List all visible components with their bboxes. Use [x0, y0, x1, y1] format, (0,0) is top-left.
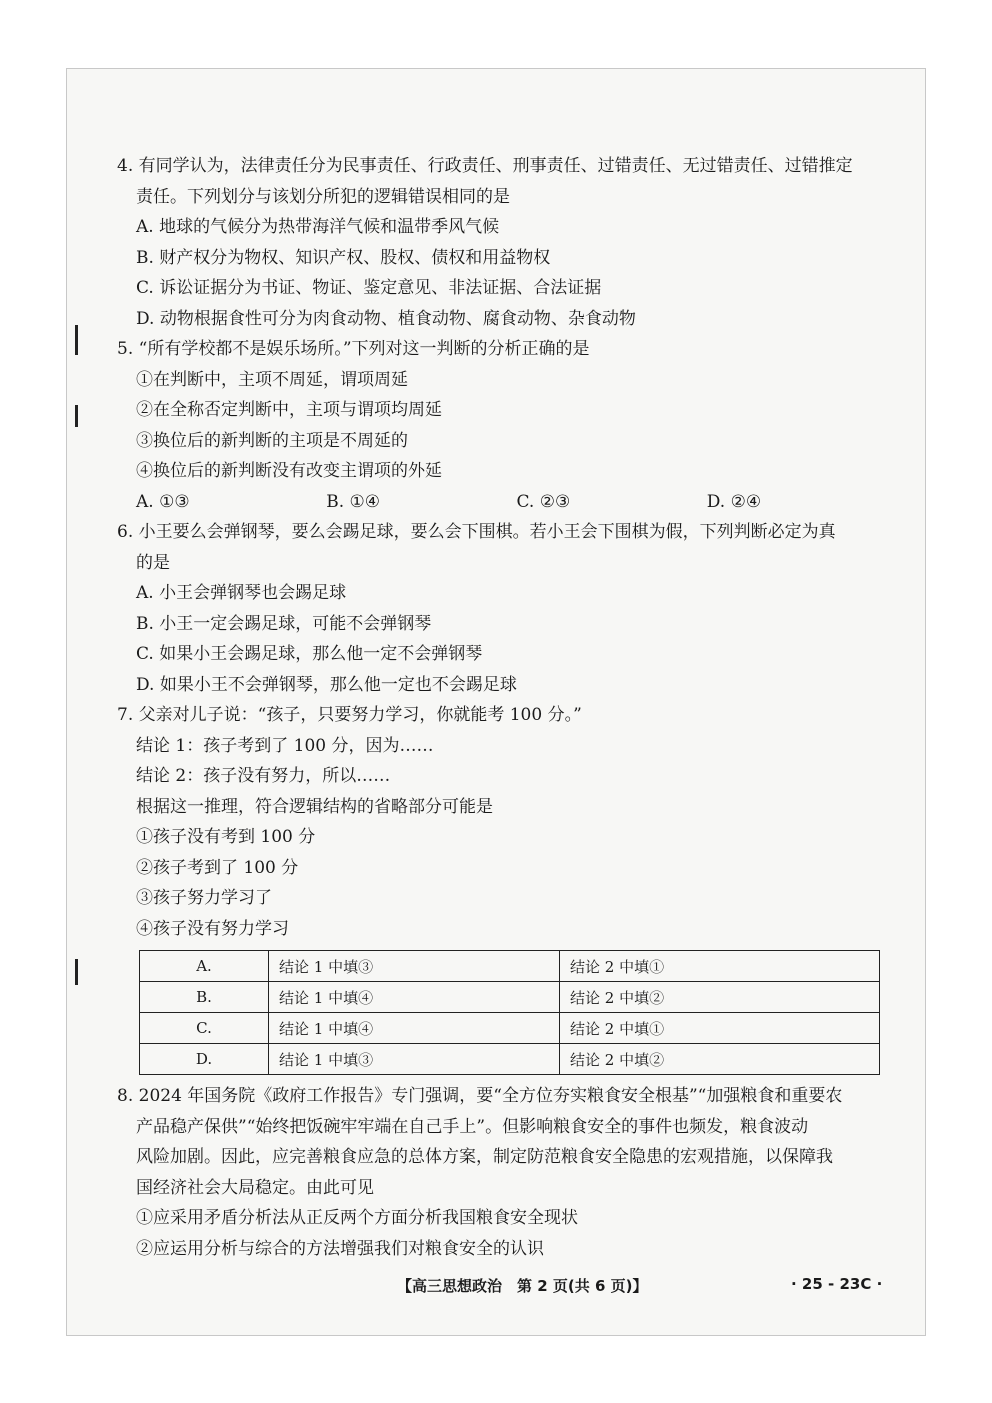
- question-8: [117, 1081, 897, 1264]
- question-4: [117, 151, 897, 334]
- question-stem: 8. 2024 年国务院《政府工作报告》专门强调，要“全方位夯实粮食安全根基”“加强粮食和重要农: [117, 1086, 843, 1106]
- question-stem: 6. 小王要么会弹钢琴，要么会踢足球，要么会下围棋。若小王会下围棋为假，下列判断必定为真: [117, 522, 836, 542]
- table-cell: 结论 2 中填②: [560, 1044, 880, 1075]
- table-cell: 结论 1 中填③: [269, 951, 560, 982]
- statement-item: ③换位后的新判断的主项是不周延的: [136, 430, 408, 451]
- question-6: [117, 517, 897, 700]
- question-stem: 国经济社会大局稳定。由此可见: [136, 1177, 374, 1198]
- table-row: [140, 1044, 880, 1075]
- statement-item: ④换位后的新判断没有改变主谓项的外延: [136, 461, 442, 481]
- question-stem: 5. “所有学校都不是娱乐场所。”下列对这一判断的分析正确的是: [117, 339, 590, 359]
- footer-code: · 25 - 23C ·: [791, 1275, 883, 1293]
- option-b: B. 小王一定会踢足球，可能不会弹钢琴: [136, 613, 432, 634]
- table-row: [140, 982, 880, 1013]
- table-cell: 结论 1 中填④: [269, 982, 560, 1013]
- table-cell-option: D.: [140, 1044, 269, 1075]
- statement-item: ②孩子考到了 100 分: [136, 857, 299, 878]
- choice-row: [117, 487, 897, 518]
- binding-mark: [75, 959, 78, 985]
- table-cell-option: C.: [140, 1013, 269, 1044]
- option-d: D. 动物根据食性可分为肉食动物、植食动物、腐食动物、杂食动物: [136, 308, 636, 329]
- question-stem: 7. 父亲对儿子说：“孩子，只要努力学习，你就能考 100 分。”: [117, 705, 582, 725]
- question-stem: 4. 有同学认为，法律责任分为民事责任、行政责任、刑事责任、过错责任、无过错责任、过错推定: [117, 156, 853, 176]
- question-stem: 风险加剧。因此，应完善粮食应急的总体方案，制定防范粮食安全隐患的宏观措施，以保障我: [136, 1147, 833, 1167]
- statement-item: ②在全称否定判断中，主项与谓项均周延: [136, 400, 442, 420]
- statement-item: ②应运用分析与综合的方法增强我们对粮食安全的认识: [136, 1238, 544, 1259]
- option-c: C. ②③: [516, 491, 571, 512]
- table-cell: 结论 2 中填①: [560, 1013, 880, 1044]
- question-5: [117, 334, 897, 517]
- table-cell: 结论 1 中填③: [269, 1044, 560, 1075]
- question-stem: 责任。下列划分与该划分所犯的逻辑错误相同的是: [136, 186, 510, 207]
- table-cell: 结论 2 中填②: [560, 982, 880, 1013]
- table-row: [140, 1013, 880, 1044]
- question-prompt: 根据这一推理，符合逻辑结构的省略部分可能是: [136, 796, 493, 817]
- statement-item: ③孩子努力学习了: [136, 888, 272, 908]
- table-cell: 结论 1 中填④: [269, 1013, 560, 1044]
- table-cell-option: A.: [140, 951, 269, 982]
- exam-page: [66, 68, 926, 1336]
- conclusion-2: 结论 2：孩子没有努力，所以……: [136, 766, 391, 786]
- footer-title: 【高三思想政治 第 2 页(共 6 页)】: [397, 1277, 648, 1295]
- option-b: B. ①④: [326, 491, 381, 512]
- table-row: [140, 951, 880, 982]
- option-c: C. 诉讼证据分为书证、物证、鉴定意见、非法证据、合法证据: [136, 278, 602, 298]
- statement-item: ①在判断中，主项不周延，谓项周延: [136, 369, 408, 390]
- option-d: D. 如果小王不会弹钢琴，那么他一定也不会踢足球: [136, 674, 517, 695]
- statement-item: ④孩子没有努力学习: [136, 918, 289, 939]
- table-cell-option: B.: [140, 982, 269, 1013]
- binding-mark: [75, 325, 78, 355]
- question-stem: 产品稳产保供”“始终把饭碗牢牢端在自己手上”。但影响粮食安全的事件也频发，粮食波动: [136, 1116, 809, 1137]
- question-stem: 的是: [136, 552, 170, 573]
- questions: [117, 151, 897, 1264]
- option-a: A. ①③: [136, 491, 190, 512]
- conclusion-1: 结论 1：孩子考到了 100 分，因为……: [136, 735, 434, 756]
- option-a: A. 小王会弹钢琴也会踢足球: [136, 583, 347, 603]
- answer-table: [139, 950, 880, 1075]
- option-a: A. 地球的气候分为热带海洋气候和温带季风气候: [136, 217, 500, 237]
- option-b: B. 财产权分为物权、知识产权、股权、债权和用益物权: [136, 247, 551, 268]
- table-cell: 结论 2 中填①: [560, 951, 880, 982]
- question-7: [117, 700, 897, 1075]
- statement-item: ①应采用矛盾分析法从正反两个方面分析我国粮食安全现状: [136, 1208, 578, 1228]
- option-d: D. ②④: [706, 491, 762, 512]
- binding-mark: [75, 405, 78, 427]
- statement-item: ①孩子没有考到 100 分: [136, 827, 316, 847]
- option-c: C. 如果小王会踢足球，那么他一定不会弹钢琴: [136, 644, 483, 664]
